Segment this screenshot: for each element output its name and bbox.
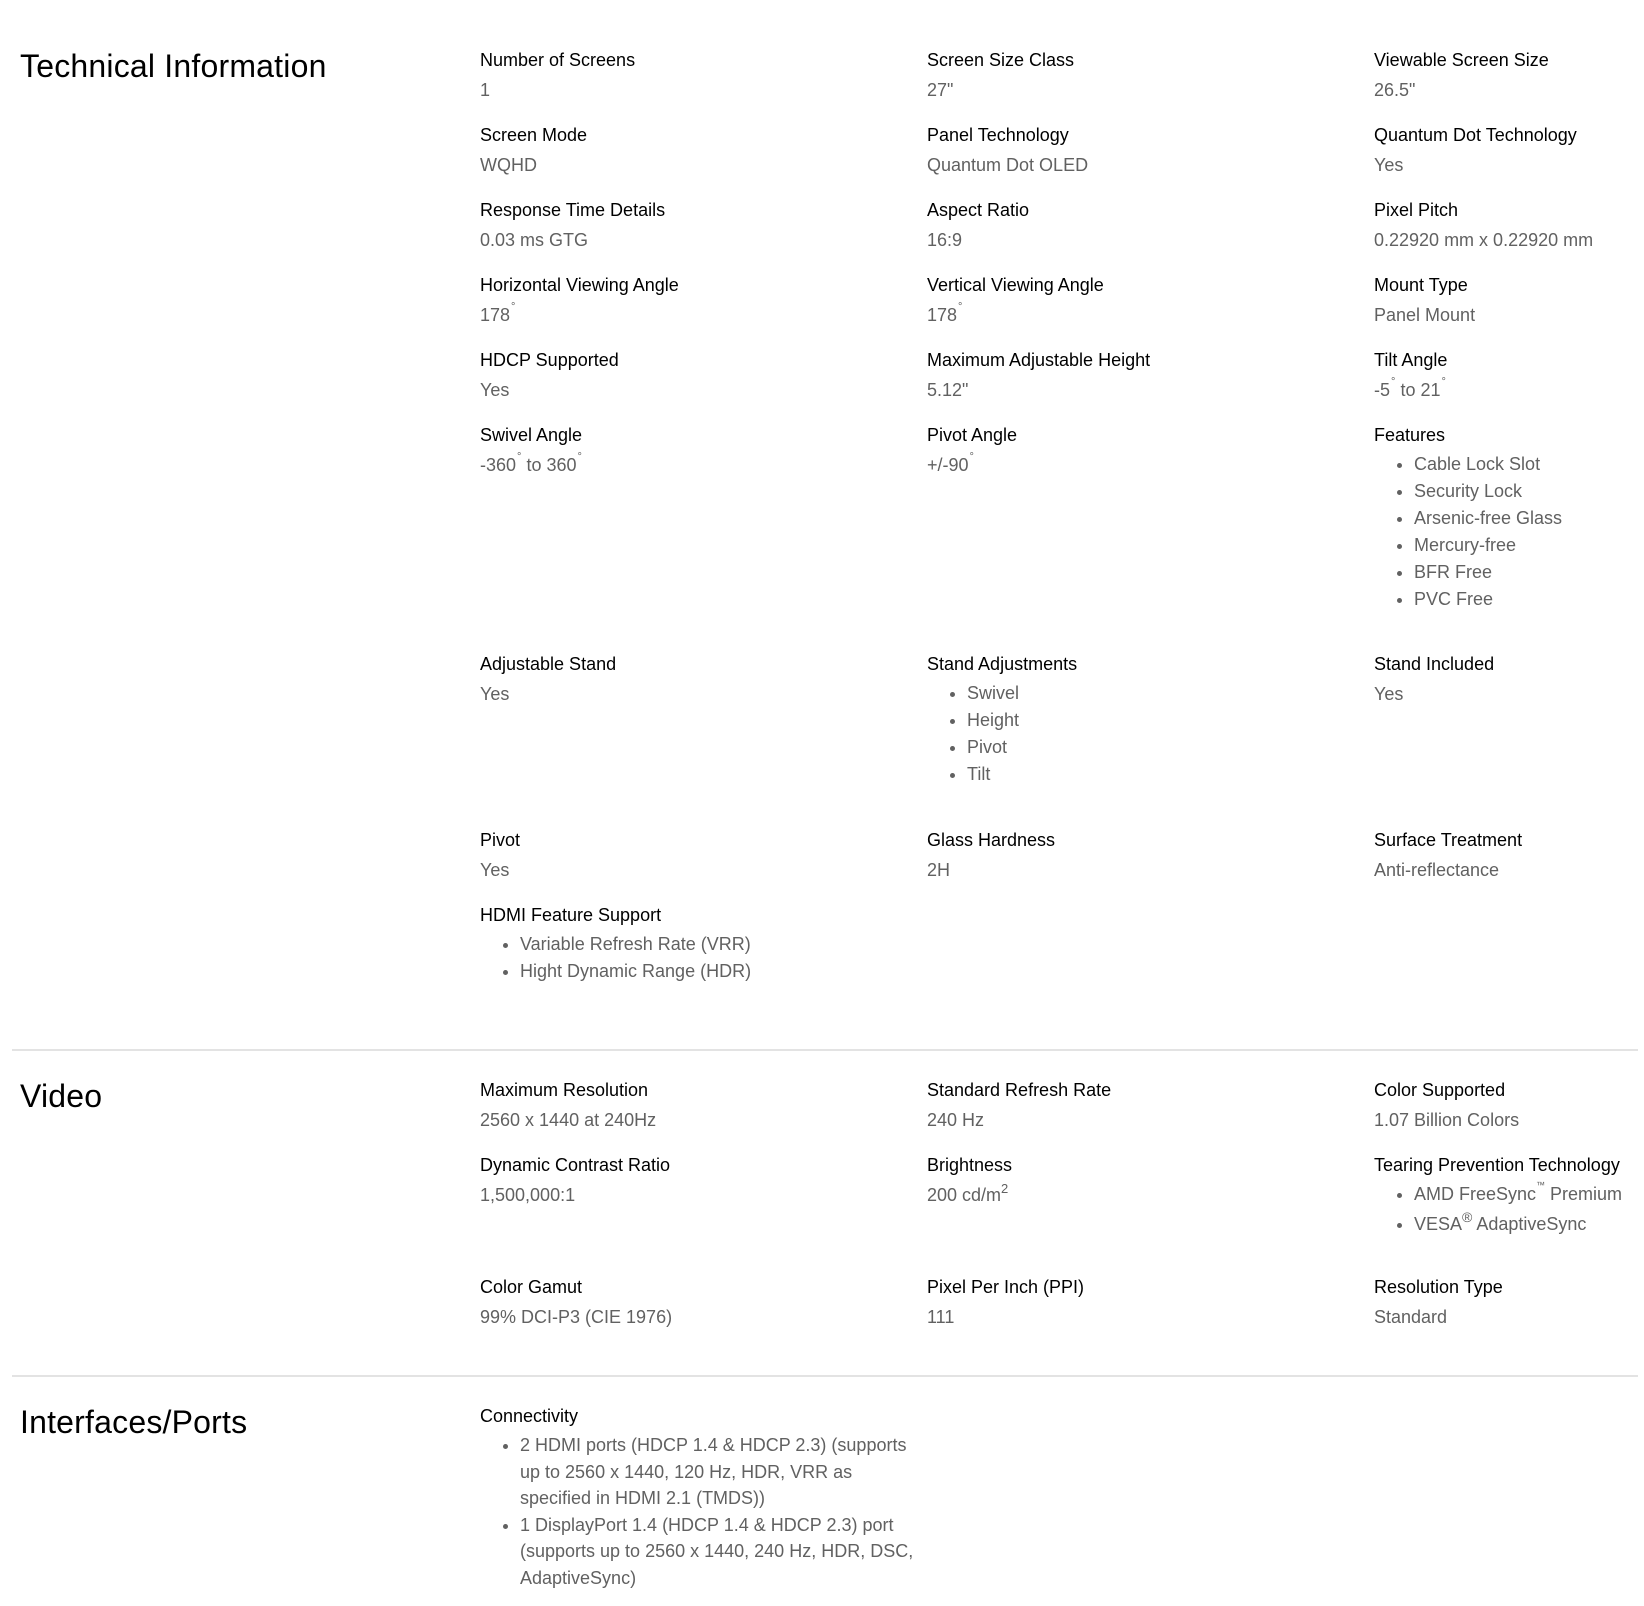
degree-symbol: °	[969, 451, 974, 463]
section-title-interfaces-ports: Interfaces/Ports	[20, 1404, 248, 1440]
list-item: • Cable Lock Slot	[1414, 451, 1644, 478]
spec-maximum-resolution: Maximum Resolution 2560 x 1440 at 240Hz	[480, 1080, 657, 1130]
spec-screen-size-class: Screen Size Class 27"	[927, 50, 1075, 100]
spec-maximum-adjustable-height: Maximum Adjustable Height 5.12"	[927, 350, 1151, 400]
list-item: • Tilt	[967, 761, 1357, 788]
spec-tearing-prevention: Tearing Prevention Technology • AMD FreeSync™ Premium • VESA® AdaptiveSync	[1374, 1153, 1644, 1239]
degree-symbol: °	[1441, 376, 1446, 388]
list-item: • Variable Refresh Rate (VRR)	[520, 931, 910, 958]
spec-brightness: Brightness 200 $cd/m^2$	[927, 1155, 1013, 1205]
spec-pivot-angle: Pivot Angle +/-90°	[927, 425, 1018, 475]
section-title-technical-information: Technical Information	[20, 48, 327, 84]
spec-tilt-angle: Tilt Angle -5° to 21°	[1374, 350, 1448, 400]
spec-color-gamut: Color Gamut 99% DCI-P3 (CIE 1976)	[480, 1277, 673, 1327]
hdmi-features-list	[480, 931, 910, 985]
connectivity-list	[480, 1432, 920, 1591]
list-item: • 2 HDMI ports (HDCP 1.4 & HDCP 2.3) (supports up to 2560 x 1440, 120 Hz, HDR, VRR as specified in HDMI 2.1 (TMDS))	[520, 1432, 920, 1512]
degree-symbol: °	[517, 451, 522, 463]
spec-standard-refresh-rate: Standard Refresh Rate 240 Hz	[927, 1080, 1112, 1130]
list-item: • VESA® AdaptiveSync	[1414, 1211, 1644, 1239]
spec-screen-mode: Screen Mode WQHD	[480, 125, 588, 175]
list-item: • AMD FreeSync™ Premium	[1414, 1181, 1644, 1211]
spec-features: Features • Cable Lock Slot • Security Lock • Arsenic-free Glass • Mercury-free • BFR Free • PVC Free	[1374, 423, 1644, 613]
spec-pixel-pitch: Pixel Pitch 0.22920 mm x 0.22920 mm	[1374, 200, 1594, 250]
list-item: • Arsenic-free Glass	[1414, 505, 1644, 532]
degree-symbol: °	[577, 451, 582, 463]
features-list	[1374, 451, 1644, 613]
list-item: • Mercury-free	[1414, 532, 1644, 559]
degree-symbol: °	[958, 301, 963, 313]
spec-number-of-screens: Number of Screens 1	[480, 50, 636, 100]
spec-connectivity: Connectivity • 2 HDMI ports (HDCP 1.4 & HDCP 2.3) (supports up to 2560 x 1440, 120 Hz, HDR, VRR as specified in HDMI 2.1 (TMDS)) • 1 DisplayPort 1.4 (HDCP 1.4 & HDCP 2.3) port (supports up to 2560 x 1440, 240 Hz, HDR, DSC, AdaptiveSync)	[480, 1404, 910, 1591]
spec-color-supported: Color Supported 1.07 Billion Colors	[1374, 1080, 1520, 1130]
list-item: • Hight Dynamic Range (HDR)	[520, 958, 910, 985]
spec-horizontal-viewing-angle: Horizontal Viewing Angle 178°	[480, 275, 679, 325]
section-title-video: Video	[20, 1078, 103, 1114]
spec-adjustable-stand: Adjustable Stand Yes	[480, 654, 617, 704]
spec-dynamic-contrast-ratio: Dynamic Contrast Ratio 1,500,000:1	[480, 1155, 671, 1205]
spec-hdmi-feature-support: HDMI Feature Support • Variable Refresh Rate (VRR) • Hight Dynamic Range (HDR)	[480, 903, 910, 985]
section-divider	[12, 1049, 1638, 1051]
degree-symbol: °	[1391, 376, 1396, 388]
list-item: • PVC Free	[1414, 586, 1644, 613]
spec-viewable-screen-size: Viewable Screen Size 26.5"	[1374, 50, 1549, 100]
spec-stand-included: Stand Included Yes	[1374, 654, 1495, 704]
degree-symbol: °	[511, 301, 516, 313]
spec-pivot: Pivot Yes	[480, 830, 521, 880]
stand-adjustments-list	[927, 680, 1357, 788]
list-item: • Security Lock	[1414, 478, 1644, 505]
spec-vertical-viewing-angle: Vertical Viewing Angle 178°	[927, 275, 1104, 325]
spec-swivel-angle: Swivel Angle -360° to 360°	[480, 425, 583, 475]
list-item: • Pivot	[967, 734, 1357, 761]
spec-surface-treatment: Surface Treatment Anti-reflectance	[1374, 830, 1523, 880]
spec-resolution-type: Resolution Type Standard	[1374, 1277, 1503, 1327]
list-item: • BFR Free	[1414, 559, 1644, 586]
list-item: • 1 DisplayPort 1.4 (HDCP 1.4 & HDCP 2.3) port (supports up to 2560 x 1440, 240 Hz, HDR, DSC, AdaptiveSync)	[520, 1512, 920, 1592]
spec-mount-type: Mount Type Panel Mount	[1374, 275, 1476, 325]
spec-glass-hardness: Glass Hardness 2H	[927, 830, 1056, 880]
tearing-prevention-list	[1374, 1181, 1644, 1239]
spec-panel-technology: Panel Technology Quantum Dot OLED	[927, 125, 1089, 175]
section-divider	[12, 1375, 1638, 1377]
registered-symbol: ®	[1462, 1209, 1473, 1225]
spec-pixel-per-inch: Pixel Per Inch (PPI) 111	[927, 1277, 1085, 1327]
spec-hdcp-supported: HDCP Supported Yes	[480, 350, 619, 400]
trademark-symbol: ™	[1536, 1180, 1546, 1190]
spec-response-time: Response Time Details 0.03 ms GTG	[480, 200, 666, 250]
spec-stand-adjustments: Stand Adjustments • Swivel • Height • Pivot • Tilt	[927, 652, 1357, 788]
list-item: • Height	[967, 707, 1357, 734]
spec-quantum-dot-technology: Quantum Dot Technology Yes	[1374, 125, 1577, 175]
list-item: • Swivel	[967, 680, 1357, 707]
spec-aspect-ratio: Aspect Ratio 16:9	[927, 200, 1030, 250]
